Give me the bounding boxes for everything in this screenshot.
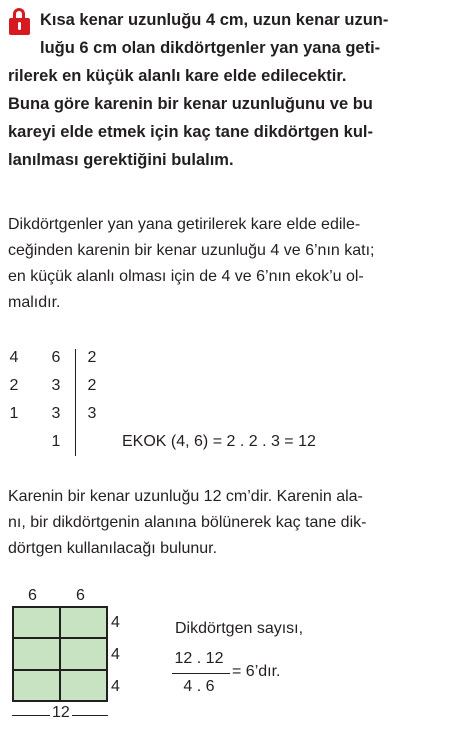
conclusion-line: Karenin bir kenar uzunluğu 12 cm’dir. Karenin ala- [8,488,363,505]
table-cell: 6 [51,349,61,366]
table-divisor: 2 [87,377,97,394]
side-height-label: 4 [111,614,120,631]
problem-line: luğu 6 cm olan dikdörtgenler yan yana geti- [40,39,381,57]
explanation-paragraph [8,212,456,316]
table-cell: 1 [9,405,19,422]
lock-icon [8,8,32,36]
table-cell: 1 [51,433,61,450]
rectangle-tile [60,607,107,638]
conclusion-line: nı, bir dikdörtgenin alanına bölünerek kaç tane dik- [8,514,367,531]
fraction-result: = 6’dır. [232,663,281,680]
problem-line: rilerek en küçük alanlı kare elde edilecektir. [8,67,347,85]
table-cell: 3 [51,405,61,422]
ekok-result: EKOK (4, 6) = 2 . 2 . 3 = 12 [122,433,316,450]
explanation-line: Dikdörtgenler yan yana getirilerek kare elde edile- [8,216,361,233]
square-grid [12,606,108,702]
table-cell: 4 [9,349,19,366]
problem-line: kareyi elde etmek için kaç tane dikdörtgen kul- [8,123,373,141]
table-divisor: 3 [87,405,97,422]
top-width-label: 6 [76,587,85,604]
table-divisor: 2 [87,349,97,366]
explanation-line: en küçük alanlı olması için de 4 ve 6’nın ekok’u ol- [8,268,364,285]
explanation-line: ceğinden karenin bir kenar uzunluğu 4 ve 6’nın katı; [8,242,375,259]
problem-line: lanılması gerektiğini bulalım. [8,151,234,169]
side-height-label: 4 [111,646,120,663]
fraction-bar [172,673,230,674]
problem-line: Buna göre karenin bir kenar uzunluğunu ve bu [8,95,373,113]
division-line [75,349,76,456]
problem-statement [8,6,454,174]
fraction-numerator: 12 . 12 [174,650,224,667]
side-height-label: 4 [111,678,120,695]
rectangle-tile [60,670,107,701]
conclusion-line: dörtgen kullanılacağı bulunur. [8,540,218,557]
conclusion-paragraph [8,484,456,562]
count-title: Dikdörtgen sayısı, [175,620,304,637]
fraction-denominator: 4 . 6 [183,678,215,695]
table-cell: 3 [51,377,61,394]
top-width-label: 6 [28,587,37,604]
rectangle-tile [60,638,107,669]
problem-line: Kısa kenar uzunluğu 4 cm, uzun kenar uzun- [40,11,389,29]
explanation-line: malıdır. [8,294,61,311]
bottom-dimension-label: 12 [52,704,70,721]
table-cell: 2 [9,377,19,394]
rectangle-tile [13,670,60,701]
rectangle-tile [13,638,60,669]
rectangle-tile [13,607,60,638]
